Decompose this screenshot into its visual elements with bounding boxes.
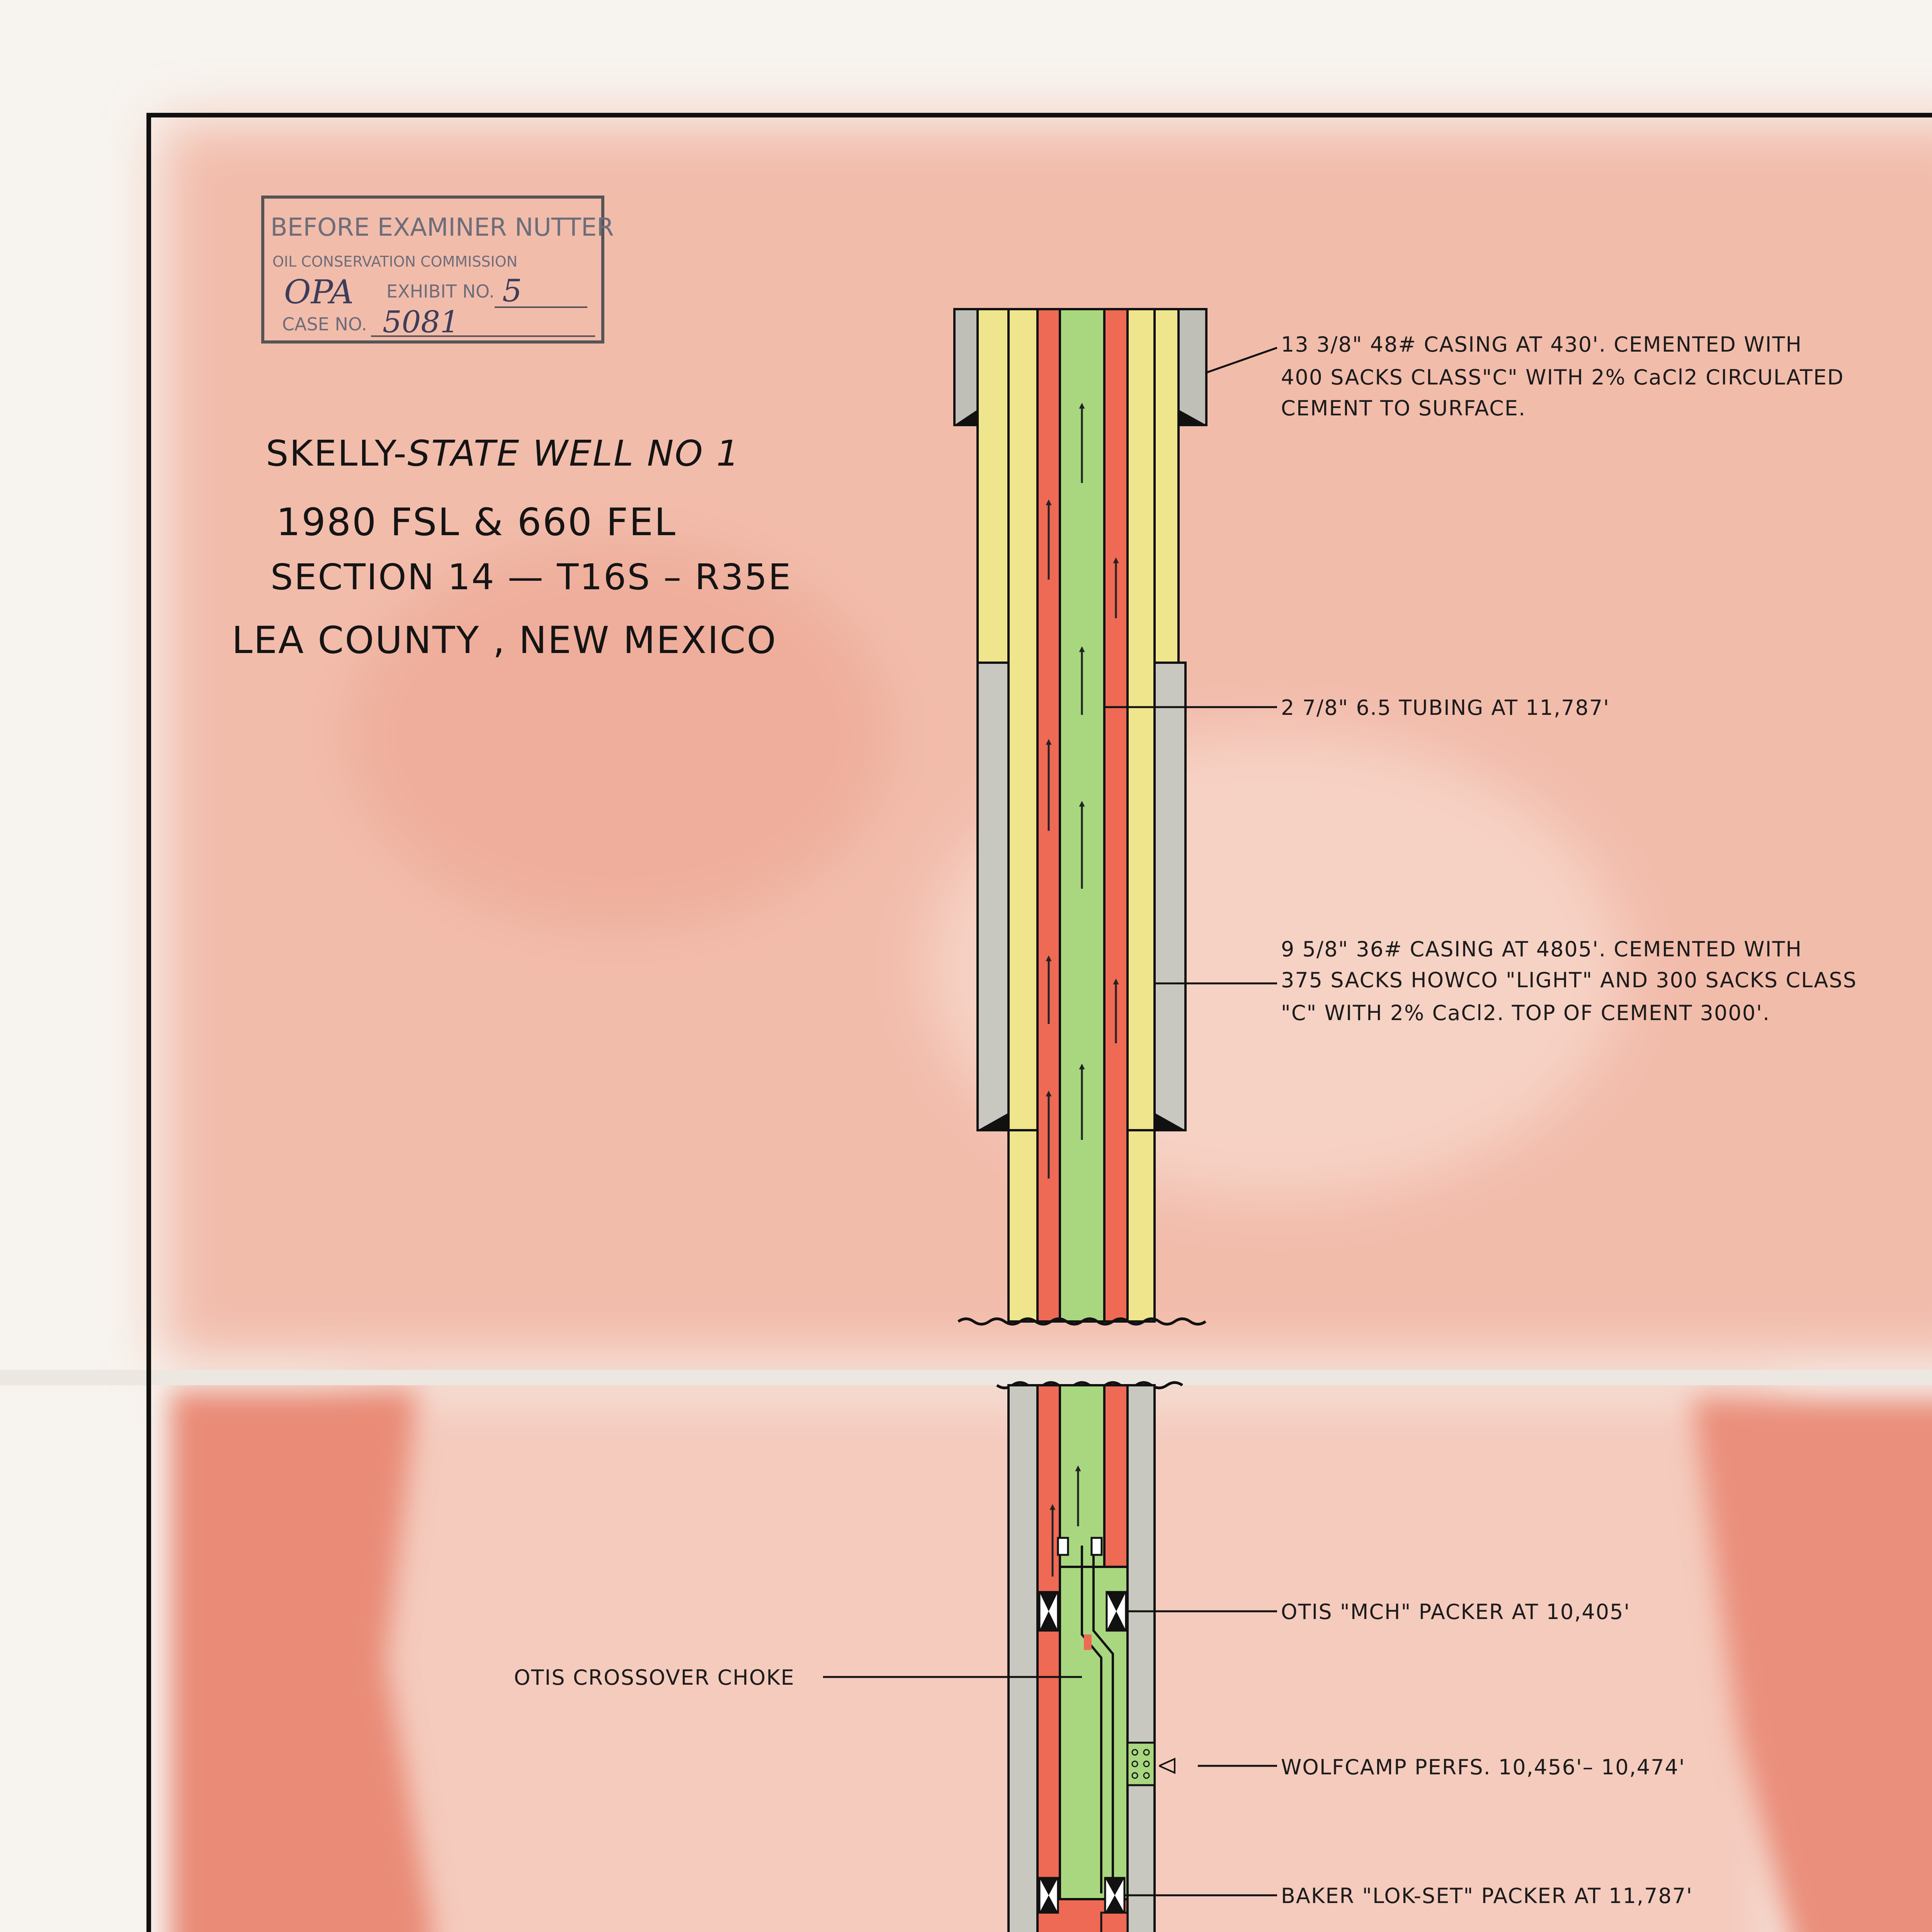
title-prefix: SKELLY- <box>266 433 408 474</box>
title-section: SECTION 14 — T16S – R35E <box>270 556 792 598</box>
surface-cement-left <box>954 309 978 425</box>
title-well-name: STATE WELL NO 1 <box>407 433 740 474</box>
title-location: 1980 FSL & 660 FEL <box>276 500 677 544</box>
fold-crease <box>0 1370 1932 1385</box>
label-crossover-choke: OTIS CROSSOVER CHOKE <box>514 1665 795 1690</box>
stamp-exhibit-label: EXHIBIT NO. <box>386 281 495 302</box>
label-tubing: 2 7/8" 6.5 TUBING AT 11,787' <box>1281 696 1610 720</box>
intermediate-cement-right <box>1155 663 1185 1130</box>
label-surface-casing-1: 13 3/8" 48# CASING AT 430'. CEMENTED WITH <box>1281 332 1802 357</box>
stamp-party: OPA <box>284 273 354 311</box>
label-intermediate-casing-1: 9 5/8" 36# CASING AT 4805'. CEMENTED WITH <box>1281 937 1802 961</box>
lower-annulus-right <box>1128 1130 1155 1321</box>
stamp-case-number: 5081 <box>383 305 459 340</box>
surface-cement-right <box>1179 309 1206 425</box>
surface-annulus-left <box>978 309 1009 663</box>
stamp-exhibit-number: 5 <box>502 273 522 309</box>
intermediate-cement-left <box>978 663 1009 1130</box>
label-surface-casing-2: 400 SACKS CLASS"C" WITH 2% CaCl2 CIRCULATED <box>1281 365 1844 389</box>
title-county: LEA COUNTY , NEW MEXICO <box>232 619 777 662</box>
label-intermediate-casing-3: "C" WITH 2% CaCl2. TOP OF CEMENT 3000'. <box>1281 1001 1770 1025</box>
lower-wellbore <box>997 1383 1182 1932</box>
label-surface-casing-3: CEMENT TO SURFACE. <box>1281 396 1526 420</box>
production-cement-left <box>1009 1385 1037 1932</box>
label-intermediate-casing-2: 375 SACKS HOWCO "LIGHT" AND 300 SACKS CLASS <box>1281 968 1857 992</box>
production-cement-right <box>1128 1385 1155 1932</box>
label-baker-packer: BAKER "LOK-SET" PACKER AT 11,787' <box>1281 1884 1693 1908</box>
stamp-line1: BEFORE EXAMINER NUTTER <box>270 213 614 242</box>
stamp-case-label: CASE NO. <box>282 314 367 335</box>
label-otis-packer: OTIS "MCH" PACKER AT 10,405' <box>1281 1600 1631 1624</box>
surface-annulus-right <box>1155 309 1179 663</box>
lower-annulus-left <box>1009 1130 1037 1321</box>
label-wolfcamp-perfs: WOLFCAMP PERFS. 10,456'– 10,474' <box>1281 1755 1685 1779</box>
red-annulus-right <box>1104 309 1128 1321</box>
stamp-line2: OIL CONSERVATION COMMISSION <box>272 253 518 270</box>
title-line1 <box>266 433 740 474</box>
